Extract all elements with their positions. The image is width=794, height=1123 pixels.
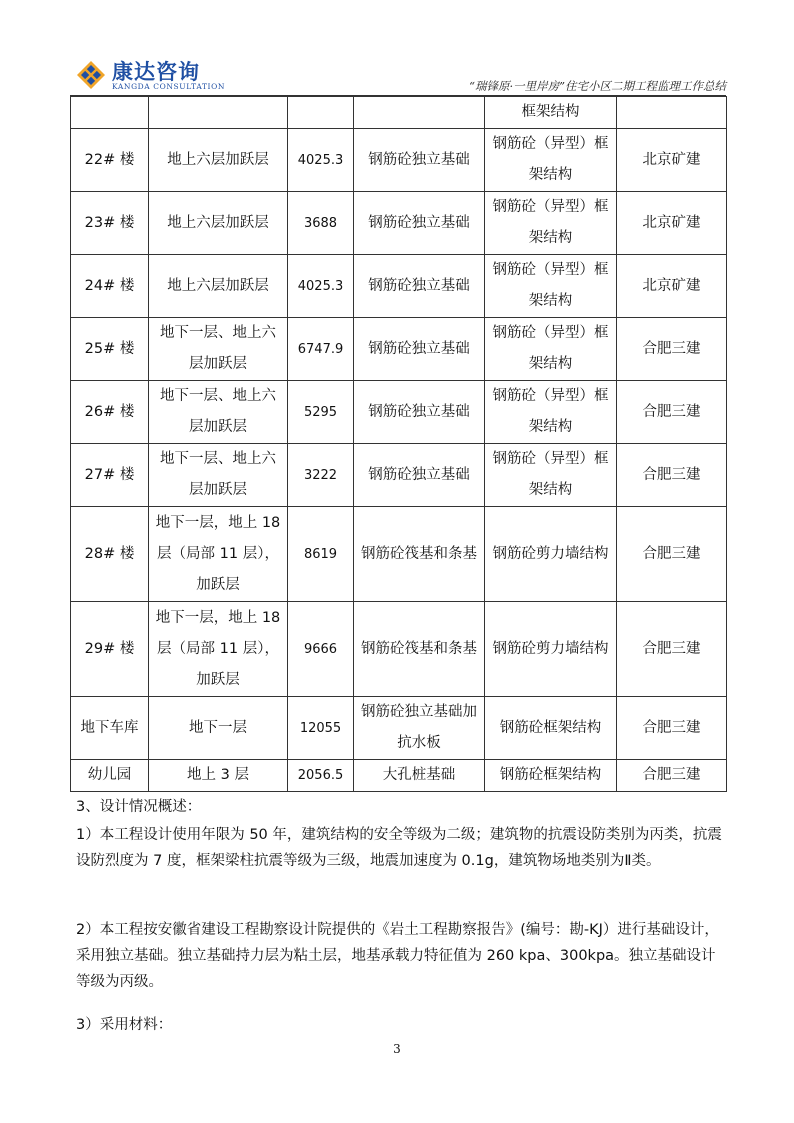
table-cell [354, 97, 485, 129]
table-cell: 幼儿园 [71, 760, 149, 792]
table-cell: 框架结构 [485, 97, 617, 129]
table-cell: 钢筋砼（异型）框架结构 [485, 318, 617, 381]
table-cell: 大孔桩基础 [354, 760, 485, 792]
table-cell: 合肥三建 [617, 602, 727, 697]
table-cell: 钢筋砼（异型）框架结构 [485, 255, 617, 318]
table-row [71, 602, 727, 697]
table-cell: 27# 楼 [71, 444, 149, 507]
logo-text: 康达咨询 [112, 60, 200, 84]
table-cell: 钢筋砼筏基和条基 [354, 507, 485, 602]
table-cell: 北京矿建 [617, 255, 727, 318]
paragraph-1: 1）本工程设计使用年限为 50 年，建筑结构的安全等级为二级；建筑物的抗震设防类别为丙类，抗震设防烈度为 7 度，框架梁柱抗震等级为三级，地震加速度为 0.1g，建筑物场地类别为Ⅱ类。 [76, 827, 722, 869]
table-row [71, 97, 727, 129]
table-cell: 地下一层、地上六层加跃层 [149, 444, 288, 507]
table-cell: 钢筋砼独立基础 [354, 444, 485, 507]
logo-subtitle: KANGDA CONSULTATION [112, 82, 226, 91]
table-cell [288, 97, 354, 129]
table-cell: 钢筋砼（异型）框架结构 [485, 444, 617, 507]
table-cell [149, 97, 288, 129]
kangda-logo-icon [76, 60, 106, 90]
table-cell: 北京矿建 [617, 129, 727, 192]
table-cell: 地下车库 [71, 697, 149, 760]
table-cell [71, 97, 149, 129]
building-table [70, 96, 727, 792]
table-cell: 4025.3 [288, 129, 354, 192]
table-cell: 合肥三建 [617, 381, 727, 444]
table-cell: 钢筋砼剪力墙结构 [485, 507, 617, 602]
table-cell: 钢筋砼（异型）框架结构 [485, 381, 617, 444]
table-row [71, 318, 727, 381]
table-cell: 钢筋砼（异型）框架结构 [485, 192, 617, 255]
paragraph-3: 3）采用材料： [76, 1017, 173, 1033]
table-cell: 23# 楼 [71, 192, 149, 255]
table-cell: 24# 楼 [71, 255, 149, 318]
table-cell: 钢筋砼独立基础加抗水板 [354, 697, 485, 760]
table-cell: 钢筋砼独立基础 [354, 318, 485, 381]
table-cell: 地上六层加跃层 [149, 255, 288, 318]
table-row [71, 255, 727, 318]
table-cell: 合肥三建 [617, 697, 727, 760]
table-cell: 6747.9 [288, 318, 354, 381]
table-row [71, 129, 727, 192]
paragraph-2: 2）本工程按安徽省建设工程勘察设计院提供的《岩土工程勘察报告》(编号：勘-KJ）进行基础设计，采用独立基础。独立基础持力层为粘土层，地基承载力特征值为 260 kpa、300kpa。独立基础设计等级为丙级。 [76, 922, 719, 990]
table-cell: 钢筋砼框架结构 [485, 760, 617, 792]
table-cell: 合肥三建 [617, 507, 727, 602]
table-row [71, 697, 727, 760]
table-cell: 北京矿建 [617, 192, 727, 255]
table-cell: 28# 楼 [71, 507, 149, 602]
table-cell: 地下一层、地上六层加跃层 [149, 318, 288, 381]
table-row [71, 381, 727, 444]
table-cell: 26# 楼 [71, 381, 149, 444]
table-cell: 钢筋砼独立基础 [354, 129, 485, 192]
table-cell: 5295 [288, 381, 354, 444]
table-cell: 地下一层，地上 18 层（局部 11 层），加跃层 [149, 602, 288, 697]
table-cell: 29# 楼 [71, 602, 149, 697]
table-cell: 钢筋砼筏基和条基 [354, 602, 485, 697]
page-number: 3 [393, 1042, 401, 1056]
table-cell: 3222 [288, 444, 354, 507]
table-cell: 钢筋砼（异型）框架结构 [485, 129, 617, 192]
table-cell: 2056.5 [288, 760, 354, 792]
table-row [71, 444, 727, 507]
company-logo [76, 58, 276, 96]
table-cell: 25# 楼 [71, 318, 149, 381]
table-cell [617, 97, 727, 129]
table-cell: 22# 楼 [71, 129, 149, 192]
table-row [71, 760, 727, 792]
table-row [71, 192, 727, 255]
table-cell: 8619 [288, 507, 354, 602]
table-cell: 3688 [288, 192, 354, 255]
table-cell: 地上 3 层 [149, 760, 288, 792]
page-header [70, 56, 726, 96]
table-cell: 钢筋砼剪力墙结构 [485, 602, 617, 697]
table-cell: 地上六层加跃层 [149, 192, 288, 255]
table-cell: 合肥三建 [617, 318, 727, 381]
table-cell: 钢筋砼独立基础 [354, 381, 485, 444]
table-cell: 地下一层、地上六层加跃层 [149, 381, 288, 444]
table-cell: 4025.3 [288, 255, 354, 318]
table-cell: 地下一层 [149, 697, 288, 760]
table-cell: 12055 [288, 697, 354, 760]
table-cell: 9666 [288, 602, 354, 697]
table-cell: 地上六层加跃层 [149, 129, 288, 192]
table-cell: 合肥三建 [617, 760, 727, 792]
table-cell: 钢筋砼独立基础 [354, 255, 485, 318]
document-title: “瑞锋原·一里岸房”住宅小区二期工程监理工作总结 [469, 79, 726, 93]
table-row [71, 507, 727, 602]
table-cell: 钢筋砼框架结构 [485, 697, 617, 760]
table-cell: 合肥三建 [617, 444, 727, 507]
table-cell: 钢筋砼独立基础 [354, 192, 485, 255]
table-cell: 地下一层，地上 18 层（局部 11 层），加跃层 [149, 507, 288, 602]
section-heading: 3、设计情况概述： [76, 799, 202, 815]
